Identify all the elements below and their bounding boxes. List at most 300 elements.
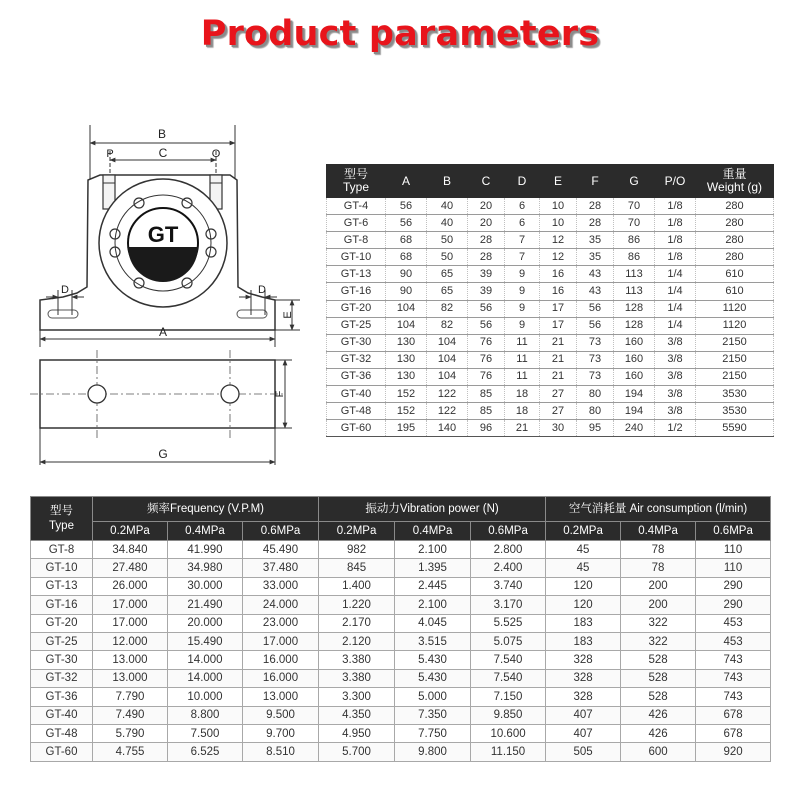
value-cell: 27.480 xyxy=(93,559,168,577)
value-cell: 45 xyxy=(546,559,621,577)
type-cell: GT-25 xyxy=(327,317,386,334)
value-cell: 11.150 xyxy=(471,743,546,761)
value-cell: 183 xyxy=(546,614,621,632)
table-row xyxy=(327,232,774,249)
value-cell: 194 xyxy=(614,403,655,420)
pressure-header: 0.4MPa xyxy=(168,522,243,541)
value-cell: 90 xyxy=(386,266,427,283)
label-e: E xyxy=(282,311,294,319)
value-cell: 76 xyxy=(468,351,505,368)
value-cell: 56 xyxy=(386,198,427,215)
value-cell: 9 xyxy=(505,300,540,317)
value-cell: 3/8 xyxy=(655,368,696,385)
value-cell: 56 xyxy=(577,300,614,317)
type-cell: GT-40 xyxy=(327,386,386,403)
col-header: P/O xyxy=(655,165,696,198)
value-cell: 85 xyxy=(468,403,505,420)
type-cell: GT-13 xyxy=(327,266,386,283)
value-cell: 56 xyxy=(468,300,505,317)
value-cell: 35 xyxy=(577,232,614,249)
value-cell: 82 xyxy=(427,300,468,317)
frequency-header: 频率Frequency (V.P.M) xyxy=(93,497,319,522)
value-cell: 6.525 xyxy=(168,743,243,761)
col-header: A xyxy=(386,165,427,198)
value-cell: 110 xyxy=(696,559,771,577)
table-row xyxy=(31,724,771,742)
value-cell: 70 xyxy=(614,215,655,232)
value-cell: 28 xyxy=(468,232,505,249)
value-cell: 45 xyxy=(546,541,621,559)
value-cell: 110 xyxy=(696,541,771,559)
value-cell: 13.000 xyxy=(93,651,168,669)
air-consumption-header: 空气消耗量 Air consumption (l/min) xyxy=(546,497,771,522)
table-row xyxy=(327,368,774,385)
value-cell: 13.000 xyxy=(243,688,319,706)
value-cell: 610 xyxy=(696,266,774,283)
value-cell: 4.950 xyxy=(319,724,395,742)
value-cell: 3/8 xyxy=(655,334,696,351)
value-cell: 5.525 xyxy=(471,614,546,632)
value-cell: 113 xyxy=(614,266,655,283)
value-cell: 43 xyxy=(577,283,614,300)
technical-drawing xyxy=(30,125,300,470)
value-cell: 3.300 xyxy=(319,688,395,706)
value-cell: 743 xyxy=(696,669,771,687)
label-o: O xyxy=(211,148,221,160)
label-b: B xyxy=(157,127,167,141)
value-cell: 17 xyxy=(540,317,577,334)
value-cell: 130 xyxy=(386,351,427,368)
table-row xyxy=(327,386,774,403)
value-cell: 15.490 xyxy=(168,632,243,650)
table-row xyxy=(327,266,774,283)
type-cell: GT-4 xyxy=(327,198,386,215)
value-cell: 7.500 xyxy=(168,724,243,742)
value-cell: 130 xyxy=(386,368,427,385)
value-cell: 16 xyxy=(540,283,577,300)
value-cell: 12 xyxy=(540,232,577,249)
value-cell: 9.500 xyxy=(243,706,319,724)
table-row xyxy=(327,317,774,334)
value-cell: 290 xyxy=(696,577,771,595)
value-cell: 426 xyxy=(621,724,696,742)
value-cell: 7.790 xyxy=(93,688,168,706)
value-cell: 56 xyxy=(577,317,614,334)
value-cell: 28 xyxy=(577,198,614,215)
value-cell: 27 xyxy=(540,403,577,420)
value-cell: 453 xyxy=(696,614,771,632)
value-cell: 56 xyxy=(468,317,505,334)
value-cell: 17 xyxy=(540,300,577,317)
value-cell: 528 xyxy=(621,688,696,706)
table-row xyxy=(327,420,774,437)
value-cell: 3530 xyxy=(696,403,774,420)
value-cell: 280 xyxy=(696,232,774,249)
table-row xyxy=(31,706,771,724)
value-cell: 5.430 xyxy=(395,669,471,687)
value-cell: 7.540 xyxy=(471,669,546,687)
value-cell: 35 xyxy=(577,249,614,266)
value-cell: 7.350 xyxy=(395,706,471,724)
table-row xyxy=(31,743,771,761)
pressure-header: 0.6MPa xyxy=(243,522,319,541)
value-cell: 200 xyxy=(621,596,696,614)
value-cell: 5.075 xyxy=(471,632,546,650)
value-cell: 40 xyxy=(427,198,468,215)
value-cell: 160 xyxy=(614,351,655,368)
value-cell: 30 xyxy=(540,420,577,437)
col-header: B xyxy=(427,165,468,198)
gt-logo: GT xyxy=(147,222,179,247)
value-cell: 130 xyxy=(386,334,427,351)
table-row xyxy=(327,198,774,215)
value-cell: 426 xyxy=(621,706,696,724)
value-cell: 73 xyxy=(577,351,614,368)
value-cell: 194 xyxy=(614,386,655,403)
value-cell: 4.045 xyxy=(395,614,471,632)
value-cell: 28 xyxy=(577,215,614,232)
value-cell: 2.800 xyxy=(471,541,546,559)
value-cell: 21 xyxy=(540,334,577,351)
value-cell: 122 xyxy=(427,386,468,403)
type-cell: GT-10 xyxy=(327,249,386,266)
value-cell: 6 xyxy=(505,198,540,215)
value-cell: 104 xyxy=(427,351,468,368)
value-cell: 9 xyxy=(505,283,540,300)
type-cell: GT-30 xyxy=(327,334,386,351)
label-g: G xyxy=(158,447,168,461)
value-cell: 678 xyxy=(696,724,771,742)
type-cell: GT-20 xyxy=(327,300,386,317)
value-cell: 1/4 xyxy=(655,317,696,334)
type-cell: GT-48 xyxy=(327,403,386,420)
value-cell: 328 xyxy=(546,669,621,687)
value-cell: 3.380 xyxy=(319,651,395,669)
type-cell: GT-10 xyxy=(31,559,93,577)
label-f: F xyxy=(274,390,286,398)
value-cell: 90 xyxy=(386,283,427,300)
value-cell: 4.350 xyxy=(319,706,395,724)
table-row xyxy=(327,351,774,368)
type-cell: GT-6 xyxy=(327,215,386,232)
value-cell: 920 xyxy=(696,743,771,761)
pressure-header: 0.6MPa xyxy=(696,522,771,541)
value-cell: 240 xyxy=(614,420,655,437)
value-cell: 39 xyxy=(468,283,505,300)
value-cell: 23.000 xyxy=(243,614,319,632)
value-cell: 152 xyxy=(386,386,427,403)
value-cell: 2150 xyxy=(696,368,774,385)
value-cell: 3.515 xyxy=(395,632,471,650)
col-header: D xyxy=(505,165,540,198)
value-cell: 34.840 xyxy=(93,541,168,559)
value-cell: 95 xyxy=(577,420,614,437)
value-cell: 78 xyxy=(621,559,696,577)
value-cell: 21.490 xyxy=(168,596,243,614)
value-cell: 12 xyxy=(540,249,577,266)
type-cell: GT-20 xyxy=(31,614,93,632)
value-cell: 7 xyxy=(505,249,540,266)
value-cell: 128 xyxy=(614,317,655,334)
value-cell: 37.480 xyxy=(243,559,319,577)
value-cell: 5.000 xyxy=(395,688,471,706)
value-cell: 743 xyxy=(696,688,771,706)
value-cell: 160 xyxy=(614,334,655,351)
table-row xyxy=(31,632,771,650)
table-row xyxy=(31,669,771,687)
value-cell: 20 xyxy=(468,215,505,232)
value-cell: 1.220 xyxy=(319,596,395,614)
value-cell: 78 xyxy=(621,541,696,559)
value-cell: 9.800 xyxy=(395,743,471,761)
value-cell: 280 xyxy=(696,249,774,266)
value-cell: 9 xyxy=(505,266,540,283)
dimensions-table xyxy=(326,164,774,437)
bottom-view xyxy=(30,350,292,465)
value-cell: 18 xyxy=(505,403,540,420)
value-cell: 7.750 xyxy=(395,724,471,742)
value-cell: 3.740 xyxy=(471,577,546,595)
value-cell: 2150 xyxy=(696,334,774,351)
label-p: P xyxy=(106,148,114,160)
value-cell: 16.000 xyxy=(243,651,319,669)
value-cell: 600 xyxy=(621,743,696,761)
value-cell: 328 xyxy=(546,688,621,706)
value-cell: 678 xyxy=(696,706,771,724)
value-cell: 16.000 xyxy=(243,669,319,687)
value-cell: 195 xyxy=(386,420,427,437)
value-cell: 76 xyxy=(468,368,505,385)
dimensions-header-row xyxy=(327,165,774,198)
table-row xyxy=(327,403,774,420)
type-cell: GT-13 xyxy=(31,577,93,595)
value-cell: 982 xyxy=(319,541,395,559)
value-cell: 7.490 xyxy=(93,706,168,724)
value-cell: 65 xyxy=(427,283,468,300)
value-cell: 26.000 xyxy=(93,577,168,595)
pressure-header: 0.2MPa xyxy=(93,522,168,541)
pressure-header: 0.2MPa xyxy=(546,522,621,541)
value-cell: 8.510 xyxy=(243,743,319,761)
value-cell: 27 xyxy=(540,386,577,403)
type-cell: GT-30 xyxy=(31,651,93,669)
value-cell: 10 xyxy=(540,215,577,232)
type-cell: GT-32 xyxy=(31,669,93,687)
value-cell: 5590 xyxy=(696,420,774,437)
table-row xyxy=(31,577,771,595)
value-cell: 453 xyxy=(696,632,771,650)
value-cell: 43 xyxy=(577,266,614,283)
vibrator-body xyxy=(40,175,275,330)
dimension-e xyxy=(275,300,300,330)
type-cell: GT-25 xyxy=(31,632,93,650)
value-cell: 16 xyxy=(540,266,577,283)
value-cell: 113 xyxy=(614,283,655,300)
value-cell: 528 xyxy=(621,651,696,669)
value-cell: 1/2 xyxy=(655,420,696,437)
page-title: Product parameters xyxy=(200,14,600,54)
value-cell: 10.000 xyxy=(168,688,243,706)
value-cell: 2.400 xyxy=(471,559,546,577)
value-cell: 280 xyxy=(696,198,774,215)
value-cell: 56 xyxy=(386,215,427,232)
table-row xyxy=(327,249,774,266)
value-cell: 82 xyxy=(427,317,468,334)
value-cell: 14.000 xyxy=(168,669,243,687)
value-cell: 5.790 xyxy=(93,724,168,742)
table-row xyxy=(31,614,771,632)
value-cell: 128 xyxy=(614,300,655,317)
value-cell: 68 xyxy=(386,249,427,266)
value-cell: 21 xyxy=(505,420,540,437)
value-cell: 20 xyxy=(468,198,505,215)
value-cell: 24.000 xyxy=(243,596,319,614)
table-row xyxy=(31,651,771,669)
table-row xyxy=(31,559,771,577)
value-cell: 2150 xyxy=(696,351,774,368)
value-cell: 845 xyxy=(319,559,395,577)
value-cell: 7.540 xyxy=(471,651,546,669)
value-cell: 11 xyxy=(505,334,540,351)
value-cell: 1.400 xyxy=(319,577,395,595)
value-cell: 34.980 xyxy=(168,559,243,577)
value-cell: 160 xyxy=(614,368,655,385)
value-cell: 6 xyxy=(505,215,540,232)
value-cell: 2.445 xyxy=(395,577,471,595)
table-row xyxy=(327,300,774,317)
value-cell: 39 xyxy=(468,266,505,283)
value-cell: 41.990 xyxy=(168,541,243,559)
value-cell: 140 xyxy=(427,420,468,437)
table-row xyxy=(327,283,774,300)
col-header: C xyxy=(468,165,505,198)
value-cell: 152 xyxy=(386,403,427,420)
value-cell: 7 xyxy=(505,232,540,249)
value-cell: 68 xyxy=(386,232,427,249)
value-cell: 9 xyxy=(505,317,540,334)
value-cell: 322 xyxy=(621,632,696,650)
type-cell: GT-8 xyxy=(327,232,386,249)
value-cell: 86 xyxy=(614,232,655,249)
type-header: 型号 Type xyxy=(31,497,93,541)
type-header: 型号 Type xyxy=(327,165,386,198)
value-cell: 3530 xyxy=(696,386,774,403)
value-cell: 3/8 xyxy=(655,403,696,420)
value-cell: 183 xyxy=(546,632,621,650)
type-cell: GT-36 xyxy=(31,688,93,706)
label-d-left: D xyxy=(61,284,69,296)
value-cell: 407 xyxy=(546,706,621,724)
value-cell: 11 xyxy=(505,368,540,385)
value-cell: 1/8 xyxy=(655,198,696,215)
value-cell: 290 xyxy=(696,596,771,614)
value-cell: 14.000 xyxy=(168,651,243,669)
value-cell: 1/8 xyxy=(655,249,696,266)
type-cell: GT-36 xyxy=(327,368,386,385)
value-cell: 70 xyxy=(614,198,655,215)
value-cell: 17.000 xyxy=(93,596,168,614)
performance-table xyxy=(30,496,771,762)
type-cell: GT-16 xyxy=(31,596,93,614)
vibration-power-header: 振动力Vibration power (N) xyxy=(319,497,546,522)
value-cell: 528 xyxy=(621,669,696,687)
value-cell: 18 xyxy=(505,386,540,403)
table-row xyxy=(327,215,774,232)
table-row xyxy=(31,688,771,706)
col-header: E xyxy=(540,165,577,198)
value-cell: 120 xyxy=(546,577,621,595)
value-cell: 3.170 xyxy=(471,596,546,614)
value-cell: 8.800 xyxy=(168,706,243,724)
value-cell: 743 xyxy=(696,651,771,669)
value-cell: 1/4 xyxy=(655,300,696,317)
value-cell: 7.150 xyxy=(471,688,546,706)
value-cell: 120 xyxy=(546,596,621,614)
value-cell: 3.380 xyxy=(319,669,395,687)
value-cell: 20.000 xyxy=(168,614,243,632)
value-cell: 85 xyxy=(468,386,505,403)
value-cell: 76 xyxy=(468,334,505,351)
value-cell: 5.430 xyxy=(395,651,471,669)
value-cell: 122 xyxy=(427,403,468,420)
type-cell: GT-40 xyxy=(31,706,93,724)
value-cell: 2.120 xyxy=(319,632,395,650)
value-cell: 73 xyxy=(577,334,614,351)
value-cell: 1/8 xyxy=(655,215,696,232)
value-cell: 17.000 xyxy=(243,632,319,650)
value-cell: 104 xyxy=(427,334,468,351)
value-cell: 280 xyxy=(696,215,774,232)
label-d-right: D xyxy=(258,284,266,296)
value-cell: 10.600 xyxy=(471,724,546,742)
value-cell: 2.170 xyxy=(319,614,395,632)
value-cell: 73 xyxy=(577,368,614,385)
value-cell: 328 xyxy=(546,651,621,669)
pressure-header: 0.2MPa xyxy=(319,522,395,541)
value-cell: 1/8 xyxy=(655,232,696,249)
table-row xyxy=(31,541,771,559)
value-cell: 10 xyxy=(540,198,577,215)
value-cell: 50 xyxy=(427,249,468,266)
value-cell: 3/8 xyxy=(655,351,696,368)
value-cell: 17.000 xyxy=(93,614,168,632)
performance-header-row xyxy=(31,497,771,522)
value-cell: 2.100 xyxy=(395,541,471,559)
pressure-header-row xyxy=(31,522,771,541)
value-cell: 86 xyxy=(614,249,655,266)
value-cell: 21 xyxy=(540,351,577,368)
value-cell: 505 xyxy=(546,743,621,761)
type-cell: GT-60 xyxy=(327,420,386,437)
value-cell: 80 xyxy=(577,403,614,420)
value-cell: 9.700 xyxy=(243,724,319,742)
type-cell: GT-48 xyxy=(31,724,93,742)
value-cell: 104 xyxy=(427,368,468,385)
value-cell: 45.490 xyxy=(243,541,319,559)
value-cell: 40 xyxy=(427,215,468,232)
col-header: G xyxy=(614,165,655,198)
value-cell: 9.850 xyxy=(471,706,546,724)
value-cell: 96 xyxy=(468,420,505,437)
value-cell: 30.000 xyxy=(168,577,243,595)
col-header: F xyxy=(577,165,614,198)
type-cell: GT-16 xyxy=(327,283,386,300)
table-row xyxy=(31,596,771,614)
value-cell: 12.000 xyxy=(93,632,168,650)
value-cell: 2.100 xyxy=(395,596,471,614)
pressure-header: 0.4MPa xyxy=(621,522,696,541)
value-cell: 200 xyxy=(621,577,696,595)
